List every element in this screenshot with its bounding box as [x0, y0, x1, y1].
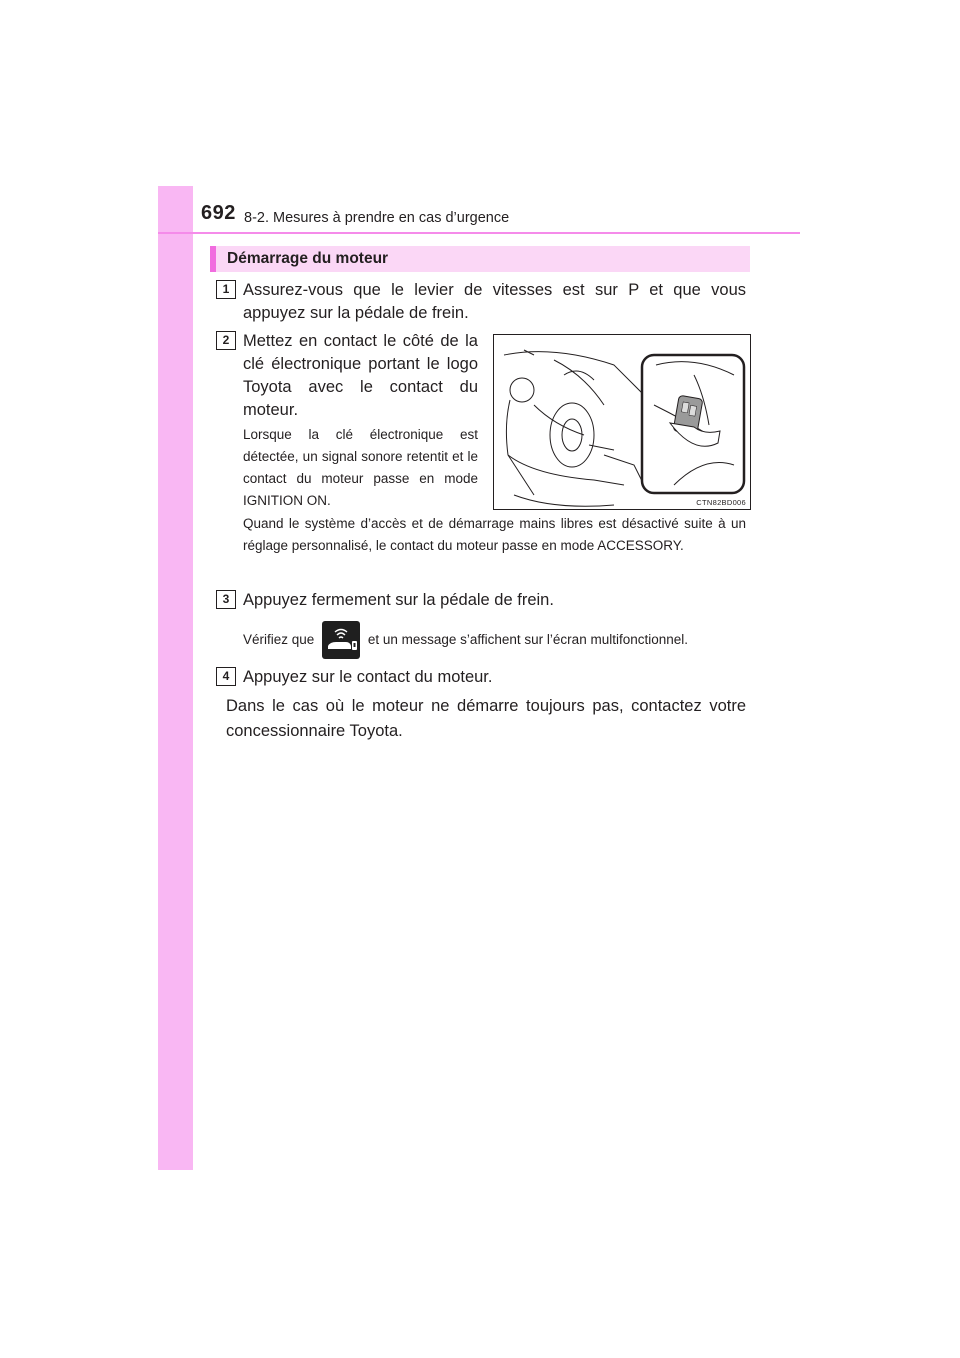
key-illustration [493, 334, 751, 510]
step-number-3: 3 [216, 590, 236, 609]
page-number: 692 [201, 202, 236, 224]
key-indicator-icon [322, 621, 360, 659]
figure-code: CTN82BD006 [696, 498, 746, 507]
step-2-text: Mettez en contact le côté de la clé électronique portant le logo Toyota avec le contact du moteur. [243, 332, 478, 419]
step-number-1: 1 [216, 280, 236, 299]
heading-text: Démarrage du moteur [227, 250, 389, 267]
section-title: 8-2. Mesures à prendre en cas d’urgence [244, 210, 510, 226]
step-4-text: Appuyez sur le contact du moteur. [243, 668, 493, 686]
step-2-note-2: Quand le système d’accès et de démarrage mains libres est désactivé suite à un réglage personnalisé, le contact du moteur passe en mode ACCESSORY. [243, 516, 746, 553]
side-color-band [158, 186, 193, 1170]
step-2-note-1: Lorsque la clé électronique est détectée, un signal sonore retentit et le contact du moteur passe en mode IGNITION ON. [243, 427, 478, 508]
step-3-note [243, 620, 763, 660]
step-3-text: Appuyez fermement sur la pédale de frein. [243, 591, 554, 609]
step-1-text: Assurez-vous que le levier de vitesses est sur P et que vous appuyez sur la pédale de frein. [243, 281, 746, 322]
step-3-note-after: et un message s’affichent sur l’écran multifonctionnel. [367, 632, 688, 647]
driver-key-illustration [494, 335, 752, 511]
step-number-4: 4 [216, 667, 236, 686]
step-3-note-before: Vérifiez que [243, 632, 315, 647]
header-rule [158, 232, 800, 234]
step-4-followup: Dans le cas où le moteur ne démarre toujours pas, contactez votre concessionnaire Toyota. [226, 697, 746, 740]
step-number-2: 2 [216, 331, 236, 350]
heading-bar [210, 246, 750, 272]
